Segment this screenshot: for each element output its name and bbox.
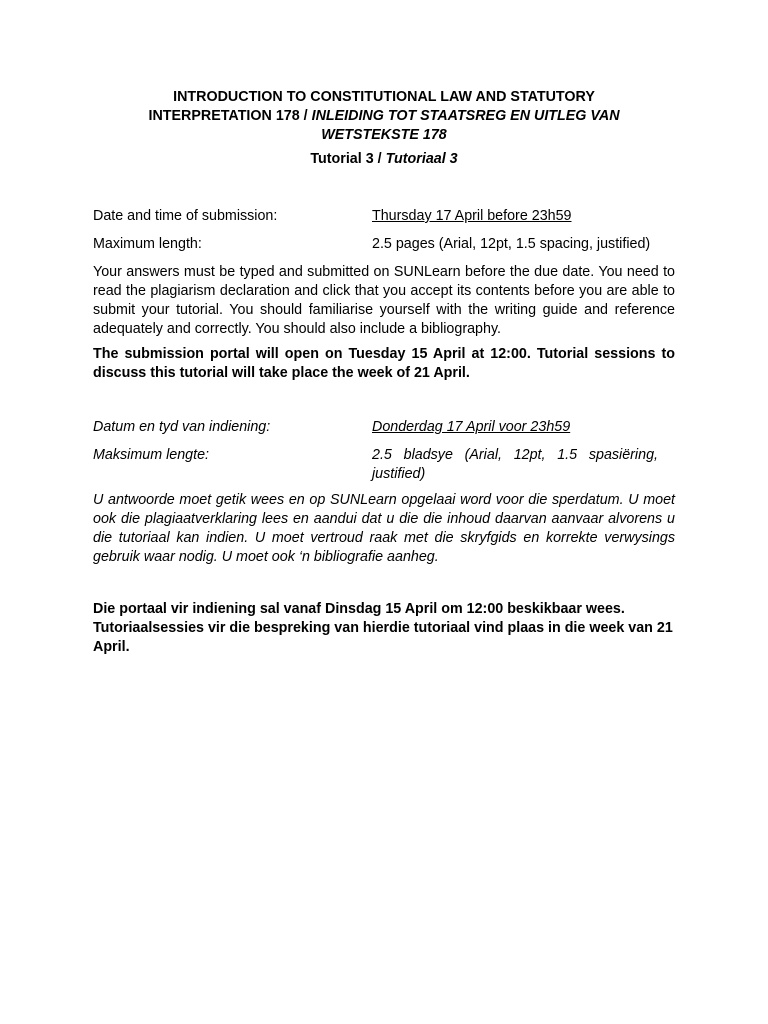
title-line-2-english: INTERPRETATION 178 / <box>148 108 312 124</box>
submission-date-value: Thursday 17 April before 23h59 <box>372 208 572 224</box>
submission-date-label: Date and time of submission: <box>93 208 278 224</box>
indiening-date-label: Datum en tyd van indiening: <box>93 419 271 435</box>
title-line-2-afrikaans: INLEIDING TOT STAATSREG EN UITLEG VAN <box>311 108 620 124</box>
title-line-1: INTRODUCTION TO CONSTITUTIONAL LAW AND STATUTORY <box>173 89 595 105</box>
max-length-label: Maximum length: <box>93 236 202 252</box>
subtitle-afrikaans: Tutoriaal 3 <box>385 151 458 167</box>
title-line-3: WETSTEKSTE 178 <box>321 127 447 143</box>
afrikaans-portal-notice: Die portaal vir indiening sal vanaf Dinsdag 15 April om 12:00 beskikbaar wees. Tutoriaalsessies vir die bespreking van hierdie tutoriaal vind plaas in die week van 21 April. <box>93 601 673 655</box>
portal-notice: The submission portal will open on Tuesday 15 April at 12:00. Tutorial sessions to discuss this tutorial will take place the week of 21 April. <box>93 346 675 381</box>
indiening-date-value: Donderdag 17 April voor 23h59 <box>372 419 571 435</box>
maksimum-lengte-label: Maksimum lengte: <box>93 447 210 463</box>
afrikaans-instructions-paragraph: U antwoorde moet getik wees en op SUNLearn opgelaai word voor die sperdatum. U moet ook die plagiaatverklaring lees en aandui dat u die die inhoud daarvan aanvaar alvorens u die tutoriaal kan indien. U moet vertroud raak met die skryfgids en korrekte verwysings gebruik waar nodig. U moet ook ‘n bibliografie aanheg. <box>93 492 675 565</box>
maksimum-lengte-value: 2.5 bladsye (Arial, 12pt, 1.5 spasiëring, justified) <box>372 447 658 482</box>
max-length-value: 2.5 pages (Arial, 12pt, 1.5 spacing, justified) <box>372 236 651 252</box>
subtitle-english: Tutorial 3 / <box>310 151 386 167</box>
document-title <box>110 88 658 145</box>
instructions-paragraph: Your answers must be typed and submitted on SUNLearn before the due date. You need to read the plagiarism declaration and click that you accept its contents before you are able to submit your tutorial. You should familiarise yourself with the writing guide and reference adequately and correctly. You should also include a bibliography. <box>93 264 675 337</box>
title-line-2 <box>110 107 658 126</box>
tutorial-subtitle <box>110 150 658 169</box>
